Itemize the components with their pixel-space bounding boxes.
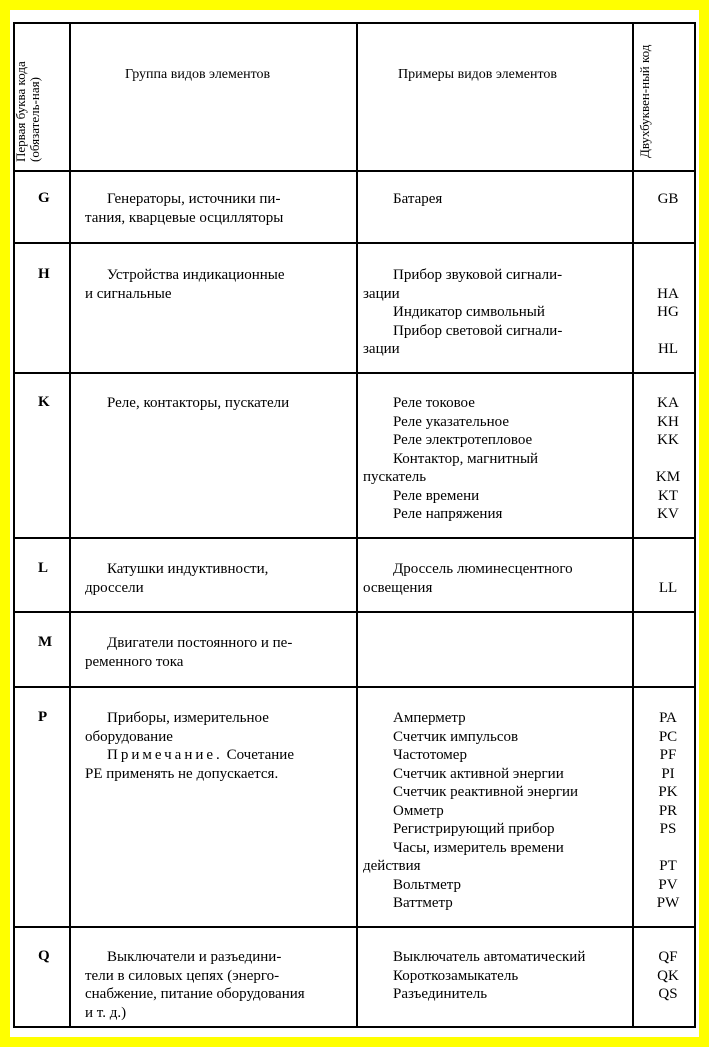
example-code: KA bbox=[657, 395, 679, 411]
example-code: KK bbox=[657, 432, 679, 448]
group-line: оборудование bbox=[85, 728, 173, 745]
example-line: Реле указательное bbox=[393, 413, 510, 430]
row-group bbox=[85, 190, 355, 227]
note-line bbox=[85, 746, 355, 765]
group-line: Катушки индуктивности, bbox=[107, 561, 269, 577]
example-line: Регистрирующий прибор bbox=[393, 821, 555, 837]
group-line: дроссели bbox=[85, 579, 144, 596]
example-code bbox=[640, 839, 696, 858]
row-group bbox=[85, 394, 355, 413]
example-code bbox=[640, 266, 696, 285]
row-letter: Q bbox=[38, 948, 50, 964]
row-codes bbox=[640, 560, 696, 597]
example-line: Ваттметр bbox=[393, 895, 453, 911]
example-line: Батарея bbox=[393, 191, 443, 207]
row-group bbox=[85, 266, 355, 303]
row-codes bbox=[640, 394, 696, 524]
example-code: HL bbox=[658, 341, 678, 357]
row-group bbox=[85, 634, 355, 671]
note-line-2: PE применять не допускается. bbox=[85, 765, 279, 782]
example-line: Контактор, магнитный bbox=[393, 450, 539, 467]
example-line: Счетчик импульсов bbox=[393, 728, 519, 745]
example-code: PF bbox=[659, 747, 677, 763]
example-code: HA bbox=[657, 285, 679, 302]
header-first-letter: Первая буква кода (обязатель-ная) bbox=[13, 61, 42, 162]
example-line: Разъединитель bbox=[393, 986, 488, 1002]
example-code: PI bbox=[661, 765, 675, 782]
group-line: Генераторы, источники пи- bbox=[107, 191, 281, 207]
row-letter: P bbox=[38, 709, 48, 725]
example-code bbox=[640, 322, 696, 341]
row-group bbox=[85, 709, 355, 783]
note-text: Сочетание bbox=[226, 747, 294, 763]
group-line: Двигатели постоянного и пе- bbox=[107, 635, 293, 651]
example-line: освещения bbox=[363, 579, 433, 596]
row-examples bbox=[363, 709, 628, 913]
header-examples: Примеры видов элементов bbox=[398, 67, 557, 82]
group-line: Приборы, измерительное bbox=[107, 710, 269, 726]
group-line: снабжение, питание оборудования bbox=[85, 986, 305, 1002]
example-code: LL bbox=[658, 579, 678, 596]
group-line: и сигнальные bbox=[85, 285, 172, 302]
example-code: PR bbox=[658, 802, 678, 819]
example-code: PC bbox=[658, 728, 678, 745]
example-code: GB bbox=[657, 191, 679, 207]
example-code: KM bbox=[655, 469, 681, 485]
example-code: KH bbox=[657, 413, 679, 430]
example-code: PS bbox=[659, 821, 677, 837]
example-line: действия bbox=[363, 858, 421, 874]
example-code: QS bbox=[658, 986, 678, 1002]
example-code: QF bbox=[658, 949, 678, 965]
example-code: KT bbox=[658, 487, 678, 504]
example-code: PK bbox=[658, 784, 678, 800]
example-line: Счетчик реактивной энергии bbox=[393, 784, 579, 800]
row-letter: H bbox=[38, 266, 50, 282]
example-code bbox=[640, 450, 696, 469]
example-line: Реле токовое bbox=[393, 395, 475, 411]
example-line: зации bbox=[363, 285, 400, 302]
group-line: Реле, контакторы, пускатели bbox=[107, 395, 290, 411]
row-codes bbox=[640, 190, 696, 209]
group-line: Выключатели и разъедини- bbox=[107, 949, 282, 965]
row-codes bbox=[640, 709, 696, 913]
example-line: Индикатор символьный bbox=[393, 304, 545, 320]
example-line: Частотомер bbox=[393, 747, 467, 763]
example-line: Счетчик активной энергии bbox=[393, 765, 564, 782]
example-line: Омметр bbox=[393, 802, 444, 819]
row-examples bbox=[363, 560, 628, 597]
example-line: Дроссель люминесцентного bbox=[393, 561, 573, 577]
example-line: Вольтметр bbox=[393, 876, 462, 893]
group-line: ременного тока bbox=[85, 653, 184, 670]
example-code: PW bbox=[656, 895, 680, 911]
row-letter: M bbox=[38, 634, 53, 650]
group-line: и т. д.) bbox=[85, 1004, 127, 1021]
example-code: QK bbox=[657, 967, 679, 984]
row-letter: K bbox=[38, 394, 50, 410]
example-line: Часы, измеритель времени bbox=[393, 839, 564, 856]
table-page bbox=[10, 10, 699, 1037]
row-group bbox=[85, 948, 355, 1022]
example-line: Реле электротепловое bbox=[393, 432, 533, 448]
row-examples bbox=[363, 394, 628, 524]
example-line: зации bbox=[363, 341, 400, 357]
group-line: тания, кварцевые осцилляторы bbox=[85, 209, 284, 226]
group-line: Устройства индикационные bbox=[107, 267, 285, 283]
header-group: Группа видов элементов bbox=[125, 67, 271, 82]
note-label: Примечание. bbox=[107, 747, 223, 763]
example-line: пускатель bbox=[363, 469, 427, 485]
example-code: PV bbox=[658, 876, 678, 893]
example-line: Короткозамыкатель bbox=[393, 967, 519, 984]
example-code bbox=[640, 560, 696, 579]
row-examples bbox=[363, 190, 628, 209]
example-line: Реле напряжения bbox=[393, 506, 503, 522]
row-letter: G bbox=[38, 190, 50, 206]
example-line: Прибор звуковой сигнали- bbox=[393, 267, 563, 283]
example-line: Амперметр bbox=[393, 710, 466, 726]
row-examples bbox=[363, 948, 628, 1004]
example-code: KV bbox=[657, 506, 679, 522]
row-group bbox=[85, 560, 355, 597]
example-code: HG bbox=[657, 304, 679, 320]
group-line: тели в силовых цепях (энерго- bbox=[85, 967, 280, 984]
example-line: Выключатель автоматический bbox=[393, 949, 586, 965]
example-line: Реле времени bbox=[393, 487, 480, 504]
example-line: Прибор световой сигнали- bbox=[393, 322, 563, 339]
row-examples bbox=[363, 266, 628, 359]
row-codes bbox=[640, 948, 696, 1004]
example-code: PT bbox=[659, 858, 677, 874]
row-codes bbox=[640, 266, 696, 359]
example-code: PA bbox=[659, 710, 677, 726]
row-letter: L bbox=[38, 560, 49, 576]
header-two-letter: Двухбуквен-ный код bbox=[637, 44, 652, 158]
